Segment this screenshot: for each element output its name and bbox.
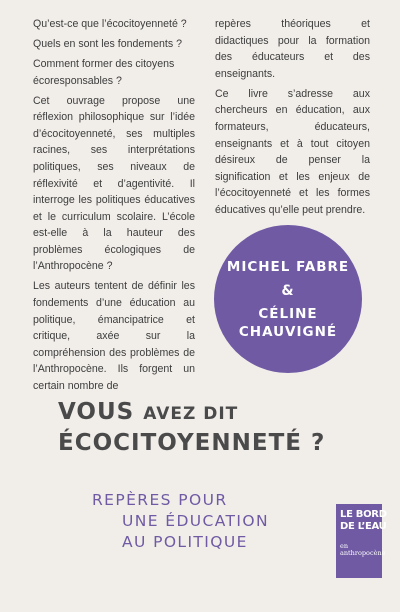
logo-line-1: LE BORD [340,509,387,520]
right-text-column [215,16,370,222]
left-text-column [33,16,195,398]
question-2: Quels en sont les fondements ? [33,37,182,50]
logo-line-4: anthropocène [340,549,386,557]
authors-circle [214,225,362,373]
book-subtitle [88,490,308,553]
book-title [58,398,388,458]
paragraph-continuation: repères théoriques et didactiques pour la formation des éducateurs et des enseignants. [215,18,370,80]
logo-line-3: en [340,542,349,550]
author-chauvigne-lastname: CHAUVIGNÉ [238,323,338,340]
title-word-vous: VOUS [58,399,135,425]
author-celine-firstname: CÉLINE [258,305,318,322]
paragraph-authors-aim: Les auteurs tentent de définir les fondements d’une éducation au politique, émancipatrice et critique, axée sur la compréhension des problèmes de l’Anthropocène. Ils forgent un certain nombre de [33,280,195,393]
paragraph-description: Cet ouvrage propose une réflexion philosophique sur l’idée d’écocitoyenneté, ses multiples racines, ses interprétations politiques, ses niveaux de réflexivité et d’agentivité. Il interroge les politiques éducatives et le curriculum scolaire. L’école est-elle à la hauteur des problèmes écologiques de l’Anthropocène ? [33,94,195,273]
title-line-1 [58,398,388,428]
publisher-logo [336,504,387,578]
question-3: Comment former des citoyens écoresponsables ? [33,57,175,87]
subtitle-line-2: UNE ÉDUCATION [122,512,269,530]
author-ampersand: & [281,282,295,299]
subtitle-line-3: AU POLITIQUE [122,533,248,551]
subtitle-line-1: REPÈRES POUR [92,491,228,509]
paragraph-audience: Ce livre s’adresse aux chercheurs en éducation, aux formateurs, éducateurs, enseignants et à tout citoyen désireux de penser la signification et les enjeux de l’écocitoyenneté et les formes éducatives qu’elle peut prendre. [215,87,370,216]
title-word-avez-dit: AVEZ DIT [143,404,239,424]
author-michel-fabre: MICHEL FABRE [226,258,350,275]
logo-line-2: DE L’EAU [340,521,387,532]
title-line-2: ÉCOCITOYENNETÉ ? [58,430,326,456]
question-1: Qu’est-ce que l’écocitoyenneté ? [33,18,187,30]
